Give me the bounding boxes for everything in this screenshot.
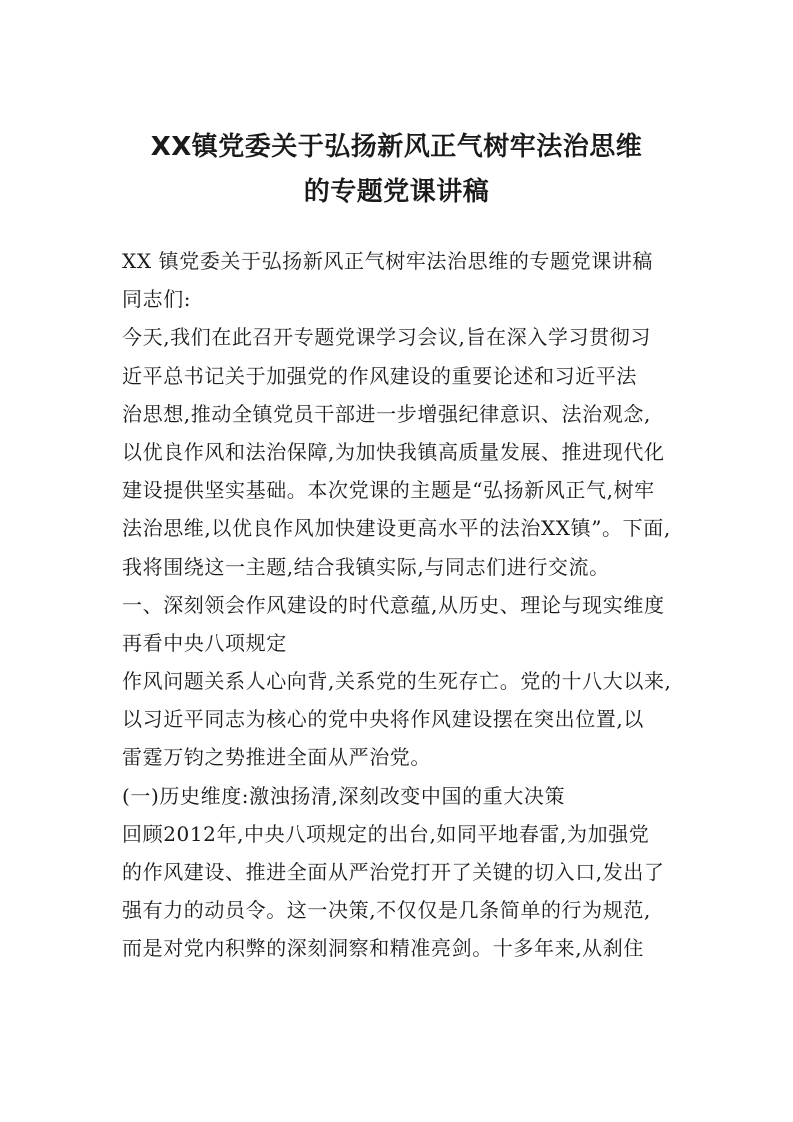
body-line: 回顾2012年,中央八项规定的出台,如同平地春雷,为加强党 <box>122 821 650 846</box>
section-heading: 再看中央八项规定 <box>122 630 287 655</box>
body-line: 治思想,推动全镇党员干部进一步增强纪律意识、法治观念, <box>122 401 651 426</box>
document-body <box>122 242 682 968</box>
document-title-line-1: XX镇党委关于弘扬新风正气树牢法治思维 <box>150 132 643 162</box>
body-line: 作风问题关系人心向背,关系党的生死存亡。党的十八大以来, <box>122 669 672 694</box>
body-line: 同志们: <box>122 287 192 312</box>
body-line: 以优良作风和法治保障,为加快我镇高质量发展、推进现代化 <box>122 439 665 464</box>
body-line: 我将围绕这一主题,结合我镇实际,与同志们进行交流。 <box>122 554 610 579</box>
body-line: 今天,我们在此召开专题党课学习会议,旨在深入学习贯彻习 <box>122 325 651 350</box>
body-line: 的作风建设、推进全面从严治党打开了关键的切入口,发出了 <box>122 860 665 884</box>
body-line: 以习近平同志为核心的党中央将作风建设摆在突出位置,以 <box>122 707 644 732</box>
body-line: 而是对党内积弊的深刻洞察和精准亮剑。十多年来,从刹住 <box>122 936 644 961</box>
body-line: 近平总书记关于加强党的作风建设的重要论述和习近平法 <box>122 363 637 388</box>
document-title-line-2: 的专题党课讲稿 <box>303 177 490 207</box>
body-line: 雷霆万钧之势推进全面从严治党。 <box>122 745 431 770</box>
subsection-heading: (一)历史维度:激浊扬清,深刻改变中国的重大决策 <box>122 783 566 808</box>
section-heading: 一、深刻领会作风建设的时代意蕴,从历史、理论与现实维度 <box>122 592 665 617</box>
body-line: 建设提供坚实基础。本次党课的主题是“弘扬新风正气,树牢 <box>122 478 655 503</box>
body-line: 法治思维,以优良作风加快建设更高水平的法治XX镇”。下面, <box>122 516 671 541</box>
body-line: 强有力的动员令。这一决策,不仅仅是几条简单的行为规范, <box>122 898 651 923</box>
body-line: XX 镇党委关于弘扬新风正气树牢法治思维的专题党课讲稿 <box>122 249 654 273</box>
